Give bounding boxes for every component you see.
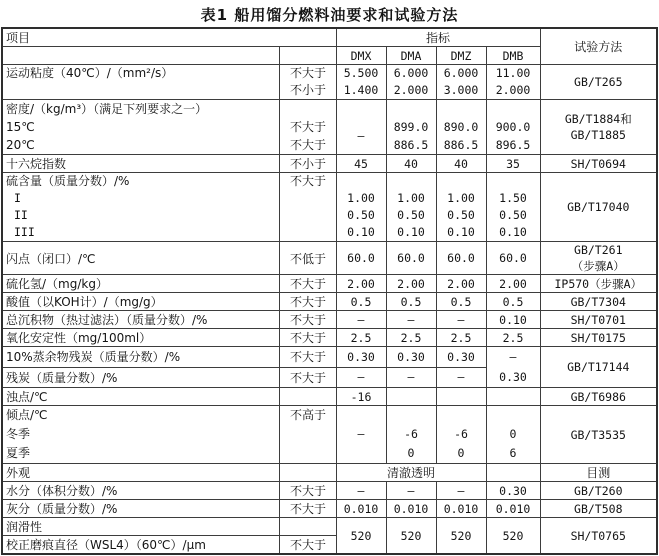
qualifier-cell — [280, 173, 336, 242]
item-cell: 十六烷指数 — [2, 155, 280, 173]
row-oxidation-stability — [2, 329, 657, 347]
method-cell: GB/T6986 — [540, 388, 657, 406]
qualifier-cell: 不大于 — [280, 293, 336, 311]
item-label: 运动粘度（40℃）/（mm²/s） — [5, 66, 174, 80]
value-cell: — — [336, 311, 386, 329]
header-grade-cell: DMZ — [436, 47, 486, 65]
qualifier-cell: 不大于 — [280, 311, 336, 329]
value: 0.10 — [397, 225, 425, 239]
item-cell: 酸值（以KOH计）/（mg/g） — [2, 293, 280, 311]
method-cell: IP570（步骤A） — [540, 275, 657, 293]
value: 6.000 — [443, 66, 479, 80]
value: 0.10 — [347, 225, 375, 239]
value-cell — [386, 406, 436, 464]
value-cell — [336, 100, 386, 155]
row-cetane — [2, 155, 657, 173]
value: 1.400 — [343, 83, 379, 97]
value-cell: 2.5 — [336, 329, 386, 347]
item-cell: 氧化安定性（mg/100ml） — [2, 329, 280, 347]
sub-item-label: 15℃ — [5, 120, 35, 134]
value: 1.50 — [499, 191, 527, 205]
value-cell: 2.5 — [386, 329, 436, 347]
value-cell: 35 — [486, 155, 540, 173]
value-cell: 2.00 — [336, 275, 386, 293]
header-grade-cell: DMB — [486, 47, 540, 65]
value-cell — [436, 65, 486, 100]
row-sulfur — [2, 173, 657, 242]
method-cell: GB/T260 — [540, 482, 657, 500]
value-cell: -16 — [336, 388, 386, 406]
row-viscosity — [2, 65, 657, 100]
row-cloud-point — [2, 388, 657, 406]
spec-table — [1, 27, 658, 555]
empty-cell — [486, 388, 540, 406]
value: 890.0 — [443, 120, 479, 134]
value-cell: 0.5 — [486, 293, 540, 311]
method-cell: 目测 — [540, 464, 657, 482]
method-cell: SH/T0701 — [540, 311, 657, 329]
qualifier-cell — [280, 518, 336, 536]
item-cell: 浊点/℃ — [2, 388, 280, 406]
qualifier-cell: 不大于 — [280, 536, 336, 555]
item-cell: 外观 — [2, 464, 280, 482]
method-label: GB/T1884和 — [564, 112, 632, 126]
value-cell: 0.5 — [336, 293, 386, 311]
value: 0 — [407, 446, 415, 460]
value: 11.00 — [495, 66, 531, 80]
value: -6 — [454, 427, 468, 441]
value: 0.50 — [347, 208, 375, 222]
value: -6 — [404, 427, 418, 441]
row-pour-point — [2, 406, 657, 464]
empty-cell — [486, 464, 540, 482]
value-cell — [486, 65, 540, 100]
value: 2.000 — [393, 83, 429, 97]
value: — — [357, 427, 365, 441]
value-cell — [486, 347, 540, 388]
item-cell: 润滑性 — [2, 518, 280, 536]
value: — — [509, 350, 517, 364]
value-cell — [386, 100, 436, 155]
header-grade-cell: DMX — [336, 47, 386, 65]
value: 1.00 — [397, 191, 425, 205]
item-cell: 灰分（质量分数）/% — [2, 500, 280, 518]
value-cell: — — [436, 482, 486, 500]
value-cell: 60.0 — [386, 242, 436, 275]
value-cell — [486, 406, 540, 464]
row-hydrogen-sulfide — [2, 275, 657, 293]
header-method-cell: 试验方法 — [540, 28, 657, 65]
sub-item-label: III — [13, 225, 35, 239]
value: 0 — [509, 427, 517, 441]
value-cell: 0.10 — [486, 311, 540, 329]
value: 6 — [509, 446, 517, 460]
value: 0.10 — [499, 225, 527, 239]
value-cell: — — [436, 367, 486, 388]
value-cell: 0.010 — [386, 500, 436, 518]
value-cell: 40 — [436, 155, 486, 173]
value-cell — [386, 65, 436, 100]
value-cell: 0.010 — [486, 500, 540, 518]
value: 3.000 — [443, 83, 479, 97]
item-cell — [2, 406, 280, 464]
value-cell — [436, 406, 486, 464]
value-cell: 2.5 — [486, 329, 540, 347]
qualifier-cell — [280, 65, 336, 100]
item-cell: 硫化氢/（mg/kg） — [2, 275, 280, 293]
value: 5.500 — [343, 66, 379, 80]
value-cell: — — [336, 367, 386, 388]
method-cell: GB/T508 — [540, 500, 657, 518]
qualifier-cell: 不低于 — [280, 242, 336, 275]
row-carbon-residue-10pct — [2, 347, 657, 368]
value-cell: 2.00 — [386, 275, 436, 293]
row-total-sediment — [2, 311, 657, 329]
value-cell: 45 — [336, 155, 386, 173]
header-grade-cell: DMA — [386, 47, 436, 65]
value-cell — [386, 173, 436, 242]
value-cell — [486, 100, 540, 155]
header-indicator-cell: 指标 — [336, 28, 540, 47]
value-cell: 60.0 — [486, 242, 540, 275]
qualifier-label: 不大于 — [289, 138, 326, 152]
value-cell: 0.010 — [436, 500, 486, 518]
value-cell — [336, 65, 386, 100]
value-cell — [336, 173, 386, 242]
value: 899.0 — [393, 120, 429, 134]
method-cell — [540, 100, 657, 155]
value-cell: 2.5 — [436, 329, 486, 347]
item-cell: 残炭（质量分数）/% — [2, 367, 280, 388]
row-appearance — [2, 464, 657, 482]
qualifier-cell — [280, 100, 336, 155]
value: 900.0 — [495, 120, 531, 134]
value-cell: 520 — [386, 518, 436, 555]
value-cell: 0.30 — [386, 347, 436, 368]
qualifier-cell: 不大于 — [280, 347, 336, 368]
item-cell: 闪点（闭口）/℃ — [2, 242, 280, 275]
qualifier-label: 不大于 — [289, 66, 326, 80]
method-cell: GB/T3535 — [540, 406, 657, 464]
method-cell: SH/T0175 — [540, 329, 657, 347]
method-cell: SH/T0765 — [540, 518, 657, 555]
value-cell: — — [336, 482, 386, 500]
value: 886.5 — [393, 138, 429, 152]
value-cell: 520 — [486, 518, 540, 555]
empty-cell — [436, 388, 486, 406]
value: 0.50 — [397, 208, 425, 222]
empty-cell — [280, 47, 336, 65]
value-cell: — — [386, 482, 436, 500]
method-label: GB/T1885 — [570, 128, 626, 142]
value-cell: 0.010 — [336, 500, 386, 518]
row-flash-point — [2, 242, 657, 275]
value: 6.000 — [393, 66, 429, 80]
value: 886.5 — [443, 138, 479, 152]
value-cell: — — [386, 367, 436, 388]
qualifier-cell: 不小于 — [280, 155, 336, 173]
value-cell — [436, 173, 486, 242]
value-cell: 0.5 — [436, 293, 486, 311]
header-item-cell: 项目 — [2, 28, 336, 47]
value: 0.10 — [447, 225, 475, 239]
item-cell — [2, 173, 280, 242]
qualifier-label: 不大于 — [289, 174, 326, 188]
value: — — [357, 129, 365, 143]
value-cell: 520 — [336, 518, 386, 555]
value-cell: 520 — [436, 518, 486, 555]
qualifier-cell — [280, 464, 336, 482]
item-cell: 总沉积物（热过滤法）（质量分数）/% — [2, 311, 280, 329]
row-ash — [2, 500, 657, 518]
sub-item-label: I — [13, 191, 21, 205]
qualifier-cell: 不大于 — [280, 275, 336, 293]
empty-cell — [2, 47, 280, 65]
value: 0.50 — [499, 208, 527, 222]
value-cell: 60.0 — [436, 242, 486, 275]
qualifier-cell: 不大于 — [280, 482, 336, 500]
sub-item-label: 20℃ — [5, 138, 35, 152]
row-water — [2, 482, 657, 500]
value-cell: — — [386, 311, 436, 329]
value-cell — [436, 100, 486, 155]
empty-cell — [386, 388, 436, 406]
item-cell — [2, 100, 280, 155]
method-label: （步骤A） — [571, 259, 625, 273]
value: 0.30 — [499, 370, 527, 384]
value: 2.000 — [495, 83, 531, 97]
row-acid-number — [2, 293, 657, 311]
qualifier-label: 不大于 — [289, 120, 326, 134]
method-cell: SH/T0694 — [540, 155, 657, 173]
row-density — [2, 100, 657, 155]
sub-item-label: 冬季 — [5, 427, 30, 441]
value: 1.00 — [347, 191, 375, 205]
item-cell: 水分（体积分数）/% — [2, 482, 280, 500]
value-cell: 60.0 — [336, 242, 386, 275]
value: 0 — [457, 446, 465, 460]
value-cell: 0.30 — [436, 347, 486, 368]
item-label: 倾点/℃ — [5, 408, 48, 422]
method-cell: GB/T17144 — [540, 347, 657, 388]
item-label: 硫含量（质量分数）/% — [5, 174, 130, 188]
item-label: 密度/（kg/m³）（满足下列要求之一） — [5, 102, 208, 116]
qualifier-label: 不高于 — [289, 408, 326, 422]
qualifier-cell — [280, 388, 336, 406]
value-cell: 0.5 — [386, 293, 436, 311]
item-cell — [2, 65, 280, 100]
value: 896.5 — [495, 138, 531, 152]
page-title: 表1 船用馏分燃料油要求和试验方法 — [200, 6, 459, 24]
method-cell — [540, 242, 657, 275]
qualifier-label: 不小于 — [289, 83, 326, 97]
value-cell: 2.00 — [436, 275, 486, 293]
method-label: GB/T261 — [574, 243, 623, 257]
row-lubricity — [2, 518, 657, 536]
value-cell: — — [436, 311, 486, 329]
value-cell: 清澈透明 — [336, 464, 486, 482]
header-row-1 — [2, 28, 657, 47]
value: 0.50 — [447, 208, 475, 222]
method-cell: GB/T17040 — [540, 173, 657, 242]
method-cell: GB/T7304 — [540, 293, 657, 311]
value-cell — [336, 406, 386, 464]
method-cell: GB/T265 — [540, 65, 657, 100]
value-cell: 40 — [386, 155, 436, 173]
item-cell: 10%蒸余物残炭（质量分数）/% — [2, 347, 280, 368]
sub-item-label: 夏季 — [5, 446, 30, 460]
value-cell — [486, 173, 540, 242]
qualifier-cell: 不大于 — [280, 500, 336, 518]
sub-item-label: II — [13, 208, 28, 222]
item-cell: 校正磨痕直径（WSL4）（60℃）/μm — [2, 536, 280, 555]
qualifier-cell — [280, 406, 336, 464]
value-cell: 0.30 — [486, 482, 540, 500]
qualifier-cell: 不大于 — [280, 367, 336, 388]
qualifier-cell: 不大于 — [280, 329, 336, 347]
value-cell: 0.30 — [336, 347, 386, 368]
value-cell: 2.00 — [486, 275, 540, 293]
value: 1.00 — [447, 191, 475, 205]
